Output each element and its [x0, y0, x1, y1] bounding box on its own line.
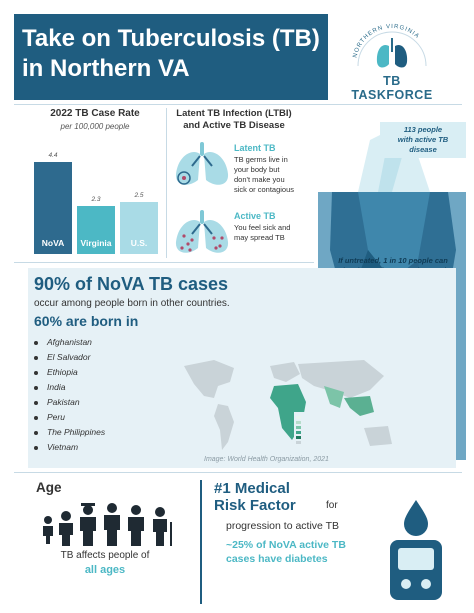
ltbi-title-line2: and Active TB Disease — [183, 120, 285, 131]
foreign-born-headline: 90% of NoVA TB cases — [34, 274, 229, 294]
country-item — [34, 425, 164, 440]
bullet-icon — [34, 446, 38, 450]
bullet-icon — [34, 371, 38, 375]
bar-label: U.S. — [130, 238, 148, 248]
risk-progression-text: progression to active TB — [226, 520, 340, 532]
case-rate-title: 2022 TB Case Rate — [50, 108, 140, 119]
country-name: Vietnam — [47, 442, 79, 452]
country-name: Pakistan — [47, 397, 80, 407]
page-title-line1: Take on Tuberculosis (TB) — [22, 25, 320, 52]
bullet-icon — [34, 416, 38, 420]
active-desc-line: may spread TB — [234, 233, 285, 242]
country-item — [34, 350, 164, 365]
page-title-line2: in Northern VA — [22, 55, 190, 82]
bullet-icon — [34, 401, 38, 405]
country-item — [34, 335, 164, 350]
latent-desc-line: sick or contagious — [234, 185, 295, 194]
age-description: TB affects people of — [60, 550, 150, 561]
country-name: Afghanistan — [47, 337, 92, 347]
map-credit: Image: World Health Organization, 2021 — [204, 456, 329, 463]
latent-tb-heading: Latent TB — [234, 143, 276, 153]
risk-for-text: for — [326, 500, 338, 511]
diabetes-stat — [226, 538, 386, 566]
section-divider — [200, 480, 202, 604]
born-in-heading: 60% are born in — [34, 313, 139, 329]
country-name: Ethiopia — [47, 367, 78, 377]
age-section — [16, 478, 194, 606]
bullet-icon — [34, 356, 38, 360]
risk-heading-line: Risk Factor — [214, 497, 296, 514]
latent-desc-line: TB germs live in — [234, 155, 288, 164]
latent-lungs-icon — [170, 140, 234, 192]
title-banner — [14, 14, 328, 100]
active-desc-line: You feel sick and — [234, 223, 291, 232]
logo-name: TB TASKFORCE — [351, 74, 433, 102]
latent-tb-description — [234, 155, 294, 195]
country-item — [34, 410, 164, 425]
bar-label: Virginia — [80, 238, 112, 248]
age-heading: Age — [36, 480, 62, 495]
page-title — [22, 24, 322, 84]
foreign-born-panel — [28, 268, 456, 468]
divider — [14, 472, 462, 473]
risk-factor-heading — [214, 480, 364, 514]
latent-desc-line: your body but — [234, 165, 280, 174]
glucose-meter-icon — [386, 498, 446, 602]
risk-factor-section — [210, 478, 460, 606]
diabetes-stat-line: cases have diabetes — [226, 553, 328, 565]
foreign-born-subtext: occur among people born in other countries. — [34, 298, 230, 309]
country-name: India — [47, 382, 66, 392]
country-list — [34, 335, 164, 455]
bullet-icon — [34, 386, 38, 390]
note-line: If untreated, 1 in 10 people can — [338, 256, 448, 265]
note-line: with active TB — [397, 135, 449, 144]
risk-heading-line: #1 Medical — [214, 480, 290, 497]
tb-taskforce-logo — [342, 20, 442, 100]
case-rate-bar-chart — [34, 150, 164, 254]
age-emphasis: all ages — [84, 564, 126, 576]
country-item — [34, 365, 164, 380]
active-tb-heading: Active TB — [234, 211, 276, 221]
note-line: disease — [409, 145, 437, 154]
bullet-icon — [34, 341, 38, 345]
note-line: 113 people — [403, 125, 443, 134]
bar-virginia — [77, 206, 115, 254]
bar-us — [120, 202, 158, 254]
country-name: El Salvador — [47, 352, 91, 362]
logo-arc-text: NORTHERN VIRGINIA — [352, 23, 421, 59]
world-map — [174, 346, 404, 466]
people-ages-icon — [40, 498, 180, 548]
active-lungs-icon — [170, 208, 234, 260]
bar-label: NoVA — [41, 238, 65, 248]
active-tb-description — [234, 223, 290, 243]
country-item — [34, 380, 164, 395]
divider — [14, 262, 314, 263]
country-item — [34, 395, 164, 410]
active-tb-count-note — [380, 122, 466, 158]
divider — [14, 104, 462, 105]
bar-value-label: 2.5 — [134, 192, 144, 199]
ltbi-title-line1: Latent TB Infection (LTBI) — [176, 108, 292, 119]
bar-nova — [34, 162, 72, 254]
bar-value-label: 2.3 — [91, 196, 101, 203]
bullet-icon — [34, 431, 38, 435]
latent-desc-line: don't make you — [234, 175, 285, 184]
country-name: Peru — [47, 412, 65, 422]
diabetes-stat-line: ~25% of NoVA active TB — [226, 539, 346, 551]
logo-lungs-icon — [342, 20, 442, 80]
ltbi-title — [168, 108, 300, 132]
country-item — [34, 440, 164, 455]
case-rate-subtitle: per 100,000 people — [60, 122, 130, 131]
bar-value-label: 4.4 — [48, 152, 58, 159]
country-name: The Philippines — [47, 427, 106, 437]
